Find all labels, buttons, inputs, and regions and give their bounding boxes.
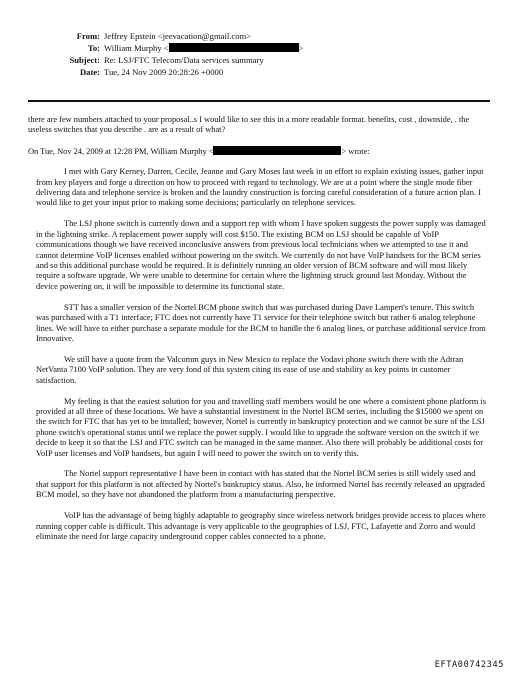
to-value bbox=[104, 42, 304, 54]
paragraph: The LSJ phone switch is currently down and a support rep with whom I have spoken suggests the power supply was damaged in the lightning strike. A replacement power supply will cost $150. The existing BCM on LSJ should be capable of VoIP communications though we have received inconclusive answers from previous local technicians when we attempted to use it and cannot determine VoIP licenses enabled without powering on the switch. We currently do not have VoIP handsets for the BCM series and so this additional purchase would be required. It is definitely running an older version of BCM software and will most likely require a software upgrade. We were unable to determine for certain where the lightning struck ground last Monday. Without the device powering on, it will be impossible to determine its functional state. bbox=[36, 219, 486, 291]
quote-header-prefix: On Tue, Nov 24, 2009 at 12:28 PM, William Murphy < bbox=[28, 146, 214, 156]
date-label: Date: bbox=[79, 67, 100, 77]
to-value-prefix: William Murphy < bbox=[104, 43, 169, 53]
from-value: Jeffrey Epstein <jeevacation@gmail.com> bbox=[104, 31, 252, 41]
paragraph: My feeling is that the easiest solution for you and travelling staff members would be one where a consistent phone platform is provided at all three of these locations. We have a substantial investment in the Nortel BCM series, including the $15000 we spent on the switch for FTC that has yet to be installed; however, Nortel is currently in bankruptcy protection and we cannot be sure of the LSJ phone switch's operational status until we replace the power supply. I would like to upgrade the software version on the switch if we decide to keep it so that the LSJ and FTC switch can be managed in the same manner. Also there will probably be additional costs for VoIP user licenses and VoIP handsets, but again I will need to power the switch on to verify this. bbox=[36, 396, 486, 458]
paragraph: VoIP has the advantage of being highly adaptable to geography since wireless network bridges provide access to places where running copper cable is difficult. This advantage is very applicable to the geographies of LSJ, FTC, Lafayette and Zorro and would eliminate the need for large capacity underground copper cables connected to a phone. bbox=[36, 511, 486, 541]
date-value: Tue, 24 Nov 2009 20:28:26 +0000 bbox=[104, 67, 224, 77]
reply-text: there are few numbers attached to your proposal..s I would like to see this in a more readable format. benefits, cost , downside, . the useless switches that you describe . are as a result of what? bbox=[28, 115, 470, 135]
to-label: To: bbox=[87, 43, 100, 53]
subject-value: Re: LSJ/FTC Telecom/Data services summary bbox=[104, 55, 264, 65]
paragraph: We still have a quote from the Valcomm guys in New Mexico to replace the Vodavi phone switch there with the Adtran NetVanta 7100 VoIP solution. They are very fond of this system citing its ease of use and stability as key points in customer satisfaction. bbox=[36, 354, 464, 385]
document-id: EFTA00742345 bbox=[434, 660, 504, 670]
to-value-suffix: > bbox=[298, 43, 304, 53]
subject-row bbox=[0, 54, 512, 66]
email-header bbox=[0, 30, 512, 78]
from-row bbox=[0, 30, 512, 42]
quote-header-suffix: > wrote: bbox=[341, 146, 370, 156]
quote-header bbox=[28, 146, 490, 157]
subject-label: Subject: bbox=[69, 55, 100, 65]
redaction-block bbox=[213, 146, 341, 155]
header-divider bbox=[28, 100, 490, 102]
redaction-block bbox=[169, 43, 299, 52]
quoted-message bbox=[36, 167, 488, 542]
email-body bbox=[28, 115, 490, 553]
paragraph: The Nortel support representative I have been in contact with has stated that the Nortel BCM series is still widely used and that support for this platform is not affected by Nortel's bankruptcy status. Also, he informed Nortel has recently released an upgraded BCM model, so they have not abandoned the platform from a manufacturing perspective. bbox=[36, 469, 485, 500]
from-label: From: bbox=[76, 31, 100, 41]
paragraph: I met with Gary Kerney, Darren, Cecile, Jeanne and Gary Moses last week in an effort to explain existing issues, gather input from key players and forge a direction on how to proceed with regard to technology. We are at a point where the single mode fiber delivering data and telephone service is broken and the laundry construction is forcing careful consideration of a future action plan. I would like to get your input prior to making some decisions; particularly on telephone services. bbox=[36, 167, 484, 208]
paragraph: STT has a smaller version of the Nortel BCM phone switch that was purchased during Dave Lampert's tenure. This switch was purchased with a T1 interface; FTC does not currently have T1 service for their telephone switch but rather 6 analog telephone lines. We will have to either purchase a separate module for the BCM to handle the 6 analog lines, or purchase additional service from Innovative. bbox=[36, 302, 486, 343]
date-row bbox=[0, 66, 512, 78]
to-row bbox=[0, 42, 512, 54]
